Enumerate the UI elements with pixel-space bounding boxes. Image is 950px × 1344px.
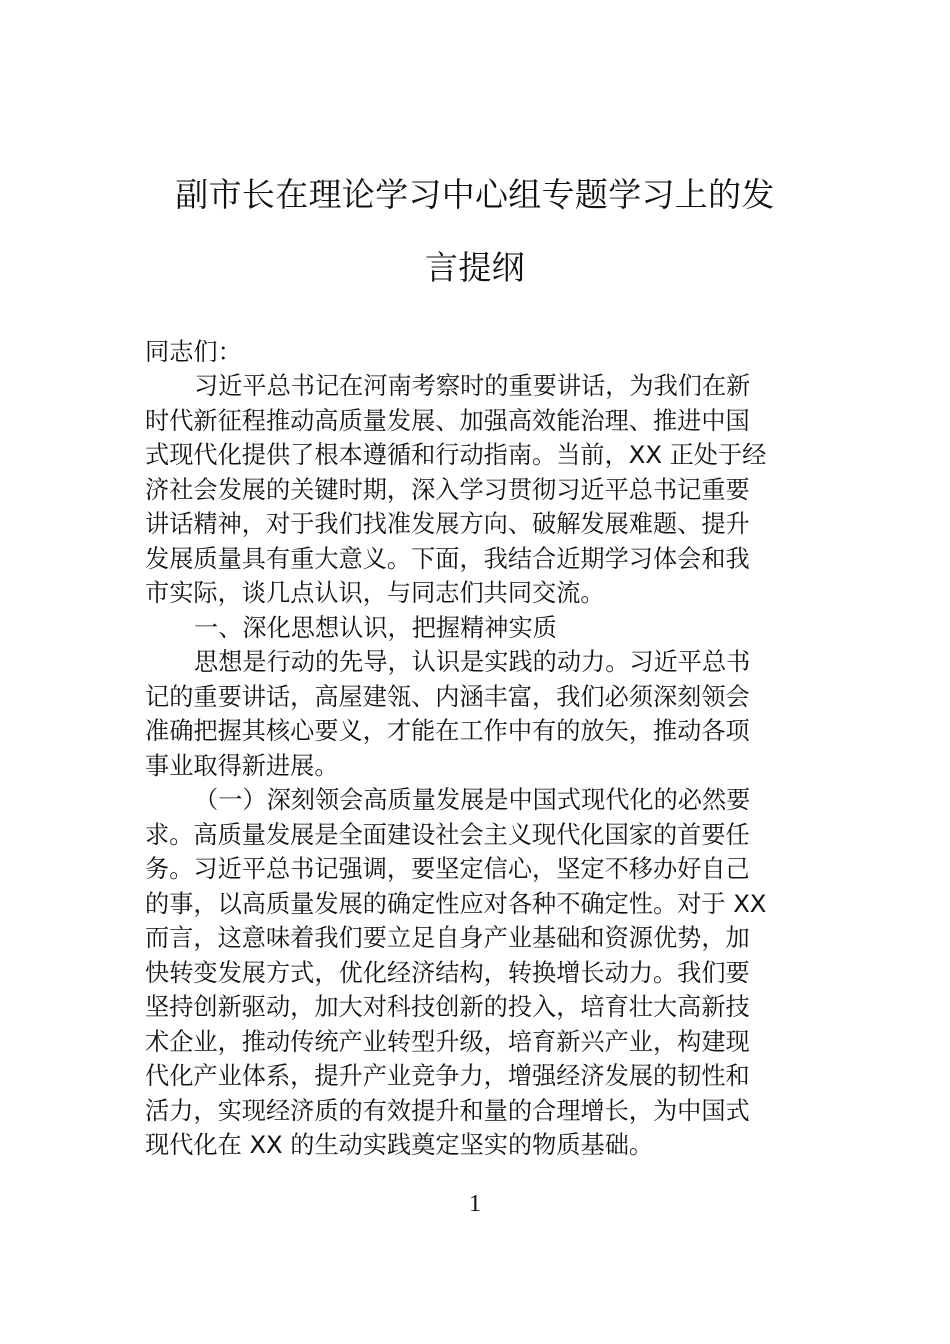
paragraph-line: 务。习近平总书记强调，要坚定信心，坚定不移办好自己 (145, 855, 750, 883)
paragraph-line: 讲话精神，对于我们找准发展方向、破解发展难题、提升 (145, 510, 750, 538)
paragraph-line: 代化产业体系，提升产业竞争力，增强经济发展的韧性和 (145, 1062, 750, 1090)
paragraph-line: 市实际，谈几点认识，与同志们共同交流。 (145, 579, 605, 607)
paragraph-line: 济社会发展的关键时期，深入学习贯彻习近平总书记重要 (145, 476, 750, 504)
paragraph-line: 而言，这意味着我们要立足自身产业基础和资源优势，加 (145, 924, 750, 952)
paragraph-line: 术企业，推动传统产业转型升级，培育新兴产业，构建现 (145, 1028, 750, 1056)
paragraph-line: 的事，以高质量发展的确定性应对各种不确定性。对于 XX (145, 890, 767, 918)
paragraph-line: 现代化在 XX 的生动实践奠定坚实的物质基础。 (145, 1131, 654, 1159)
paragraph-line: 式现代化提供了根本遵循和行动指南。当前，XX 正处于经 (145, 441, 767, 469)
salutation: 同志们： (145, 338, 242, 366)
paragraph-line: 事业取得新进展。 (145, 752, 339, 780)
paragraph-line: 活力，实现经济质的有效提升和量的合理增长，为中国式 (145, 1097, 750, 1125)
section-heading: 一、深化思想认识，把握精神实质 (194, 614, 557, 642)
paragraph-line: 快转变发展方式，优化经济结构，转换增长动力。我们要 (145, 959, 750, 987)
paragraph-line: 坚持创新驱动，加大对科技创新的投入，培育壮大高新技 (145, 993, 750, 1021)
paragraph-line: 习近平总书记在河南考察时的重要讲话，为我们在新 (194, 372, 751, 400)
paragraph-line: 思想是行动的先导，认识是实践的动力。习近平总书 (194, 648, 751, 676)
paragraph-line: 时代新征程推动高质量发展、加强高效能治理、推进中国 (145, 407, 750, 435)
paragraph-line: 记的重要讲话，高屋建瓴、内涵丰富，我们必须深刻领会 (145, 683, 750, 711)
subsection-paragraph-line: （一）深刻领会高质量发展是中国式现代化的必然要 (194, 786, 751, 814)
paragraph-line: 准确把握其核心要义，才能在工作中有的放矢，推动各项 (145, 717, 750, 745)
document-title-line-1: 副市长在理论学习中心组专题学习上的发 (175, 175, 775, 214)
paragraph-line: 求。高质量发展是全面建设社会主义现代化国家的首要任 (145, 821, 750, 849)
paragraph-line: 发展质量具有重大意义。下面，我结合近期学习体会和我 (145, 545, 750, 573)
page-number: 1 (469, 1191, 481, 1217)
document-title-line-2: 言提纲 (425, 248, 525, 287)
